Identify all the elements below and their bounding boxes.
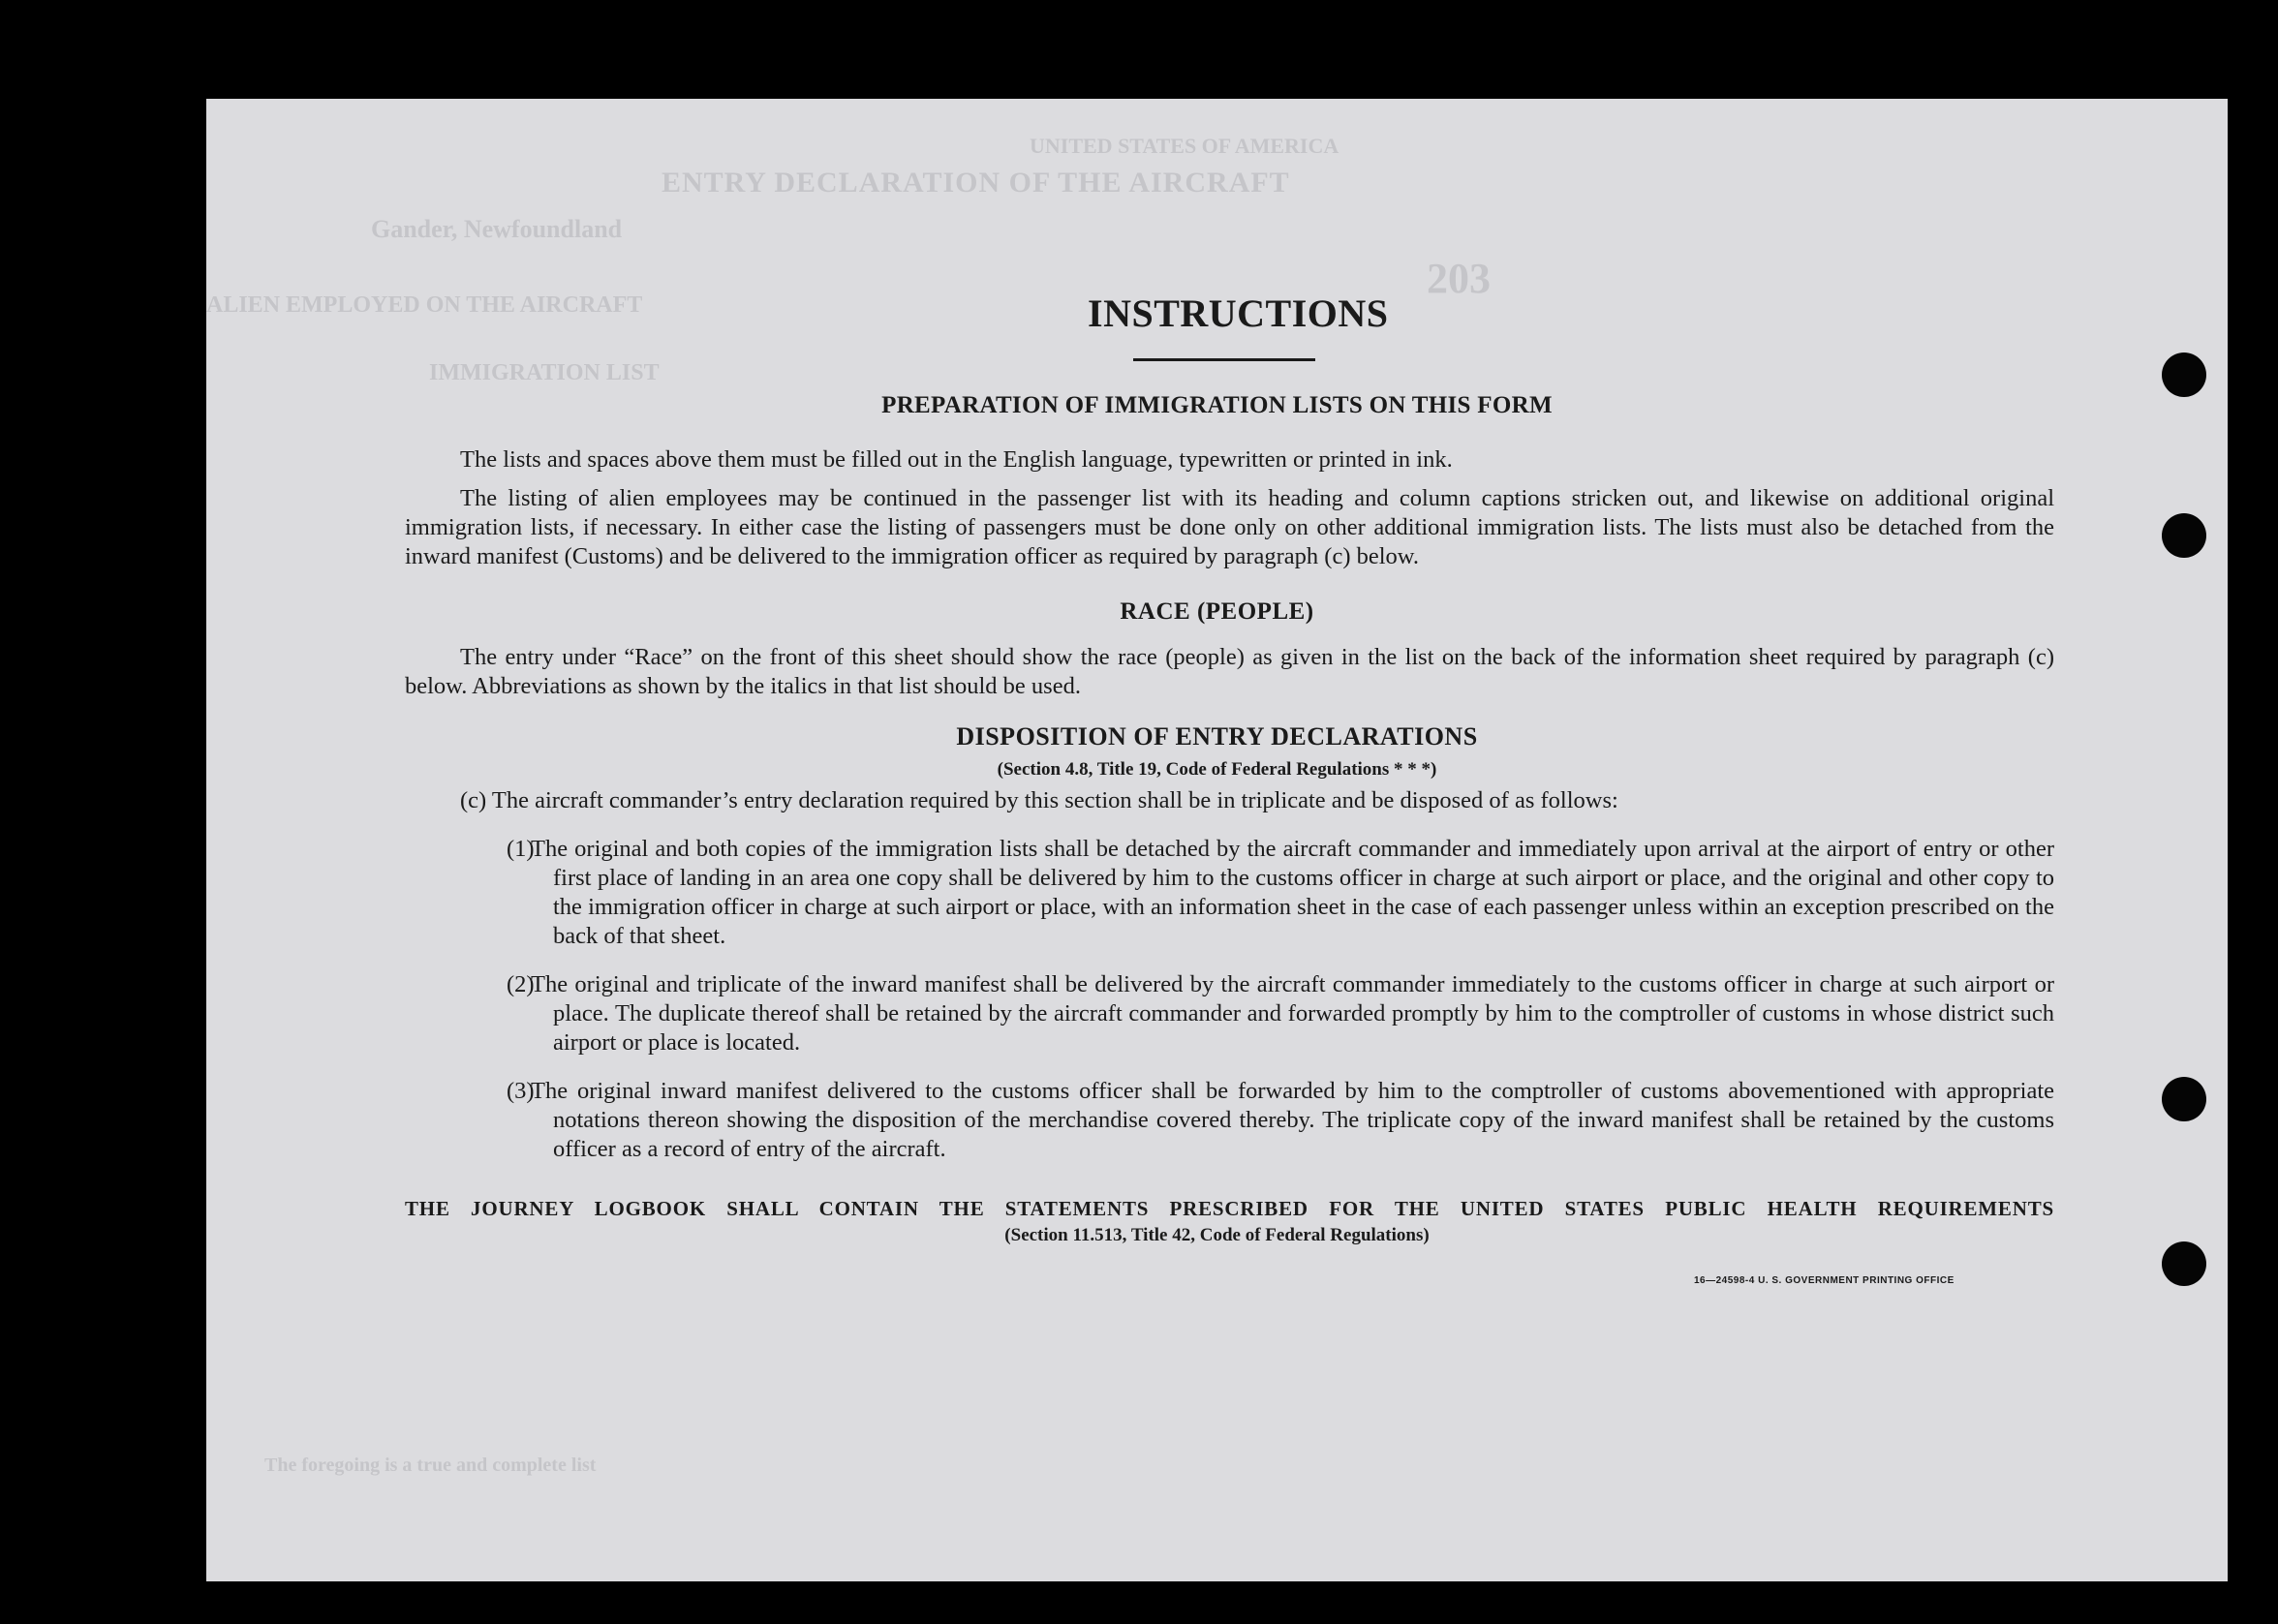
disposition-citation: (Section 4.8, Title 19, Code of Federal Regulations * * *) <box>997 759 1437 780</box>
printing-office-imprint: 16—24598-4 U. S. GOVERNMENT PRINTING OFFICE <box>1694 1275 1955 1286</box>
item-text: The original inward manifest delivered to the customs officer shall be forwarded by him to the comptroller of customs abovementioned with appropriate notations thereon showing the disposition of the merchandise covered thereby. The triplicate copy of the inward manifest shall be retained by the customs officer as a record of entry of the aircraft. <box>531 1078 2054 1162</box>
page-title: INSTRUCTIONS <box>1088 291 1389 335</box>
race-paragraph: The entry under “Race” on the front of this sheet should show the race (people) as given in the list on the back of the information sheet required by paragraph (c) below. Abbreviations as shown by the italics in that list should be used. <box>405 644 2054 699</box>
journey-logbook-citation: (Section 11.513, Title 42, Code of Federal Regulations) <box>1004 1225 1430 1245</box>
punch-hole <box>2162 1077 2206 1121</box>
preparation-heading: PREPARATION OF IMMIGRATION LISTS ON THIS FORM <box>881 392 1553 418</box>
show-through-line-5: ALIEN EMPLOYED ON THE AIRCRAFT <box>206 292 643 318</box>
item-text: The original and both copies of the immigration lists shall be detached by the aircraft commander and immediately upon arrival at the airport of entry or other first place of landing in an area one copy shall be delivered by him to the customs officer in charge at such airport or place, and the original and other copy to the immigration officer in charge at such airport or place, with an information sheet in the case of each passenger unless within an exception prescribed on the back of that sheet. <box>531 836 2054 949</box>
show-through-line-3: Gander, Newfoundland <box>371 215 623 243</box>
item-text: The original and triplicate of the inward manifest shall be delivered by the aircraft commander immediately to the customs officer in charge at such airport or place. The duplicate thereof shall be retained by the aircraft commander and forwarded promptly by him to the comptroller of customs in whose district such airport or place is located. <box>531 971 2054 1056</box>
preparation-paragraph-2: The listing of alien employees may be continued in the passenger list with its heading and column captions stricken out, and likewise on additional original immigration lists, if necessary. In either case the listing of passengers must be done only on other additional immigration lists. The lists must also be detached from the inward manifest (Customs) and be delivered to the immigration officer as required by paragraph (c) below. <box>405 485 2054 569</box>
show-through-line-1: UNITED STATES OF AMERICA <box>1030 134 1339 158</box>
race-heading: RACE (PEOPLE) <box>1120 598 1314 625</box>
preparation-paragraph-1: The lists and spaces above them must be filled out in the English language, typewritten or printed in ink. <box>460 446 1453 473</box>
disposition-paragraph-c: (c) The aircraft commander’s entry declaration required by this section shall be in triplicate and be disposed of as follows: <box>460 787 1618 813</box>
show-through-line-7: The foregoing is a true and complete list <box>264 1455 597 1476</box>
title-underline <box>1133 358 1315 361</box>
punch-hole <box>2162 352 2206 397</box>
show-through-line-6: 203 <box>1427 255 1491 302</box>
item-number: (3) <box>507 1078 535 1104</box>
instruction-sheet <box>206 99 2228 1581</box>
show-through-line-2: ENTRY DECLARATION OF THE AIRCRAFT <box>662 167 1290 199</box>
disposition-item-3 <box>507 1077 2054 1164</box>
journey-logbook-statement: THE JOURNEY LOGBOOK SHALL CONTAIN THE STATEMENTS PRESCRIBED FOR THE UNITED STATES PUBLIC HEALTH REQUIREMENTS <box>405 1197 2054 1220</box>
punch-hole <box>2162 1241 2206 1286</box>
punch-hole <box>2162 513 2206 558</box>
disposition-item-2 <box>507 970 2054 1057</box>
disposition-item-1 <box>507 835 2054 951</box>
disposition-heading: DISPOSITION OF ENTRY DECLARATIONS <box>956 722 1478 751</box>
item-number: (2) <box>507 971 535 997</box>
item-number: (1) <box>507 836 535 862</box>
show-through-line-4: IMMIGRATION LIST <box>429 360 660 385</box>
